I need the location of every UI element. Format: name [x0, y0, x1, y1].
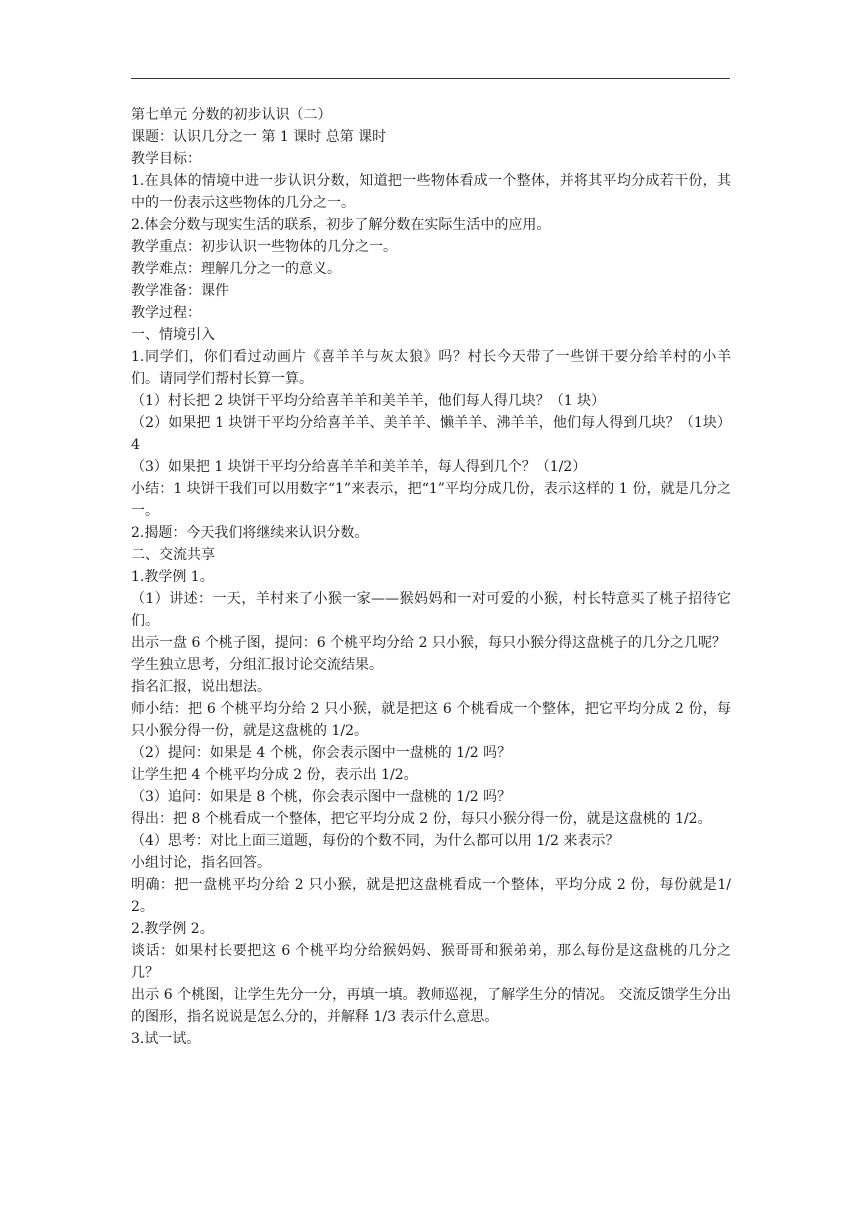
paragraph: （3）如果把 1 块饼干平均分给喜羊羊和美羊羊，每人得到几个？（1/2）	[131, 459, 587, 475]
paragraph: 小组讨论，指名回答。	[131, 855, 271, 871]
preparation: 教学准备：课件	[131, 283, 229, 299]
part-heading-2: 二、交流共享	[131, 547, 215, 563]
objective-2: 2.体会分数与现实生活的联系，初步了解分数在实际生活中的应用。	[131, 217, 551, 233]
paragraph: 2.教学例 2。	[131, 921, 214, 937]
paragraph: 出示一盘 6 个桃子图，提问：6 个桃平均分给 2 只小猴，每只小猴分得这盘桃子的几分之几呢？	[131, 635, 726, 651]
paragraph: 明确：把一盘桃平均分给 2 只小猴，就是把这盘桃看成一个整体，平均分成 2 份，每份就是1/2。	[131, 877, 731, 915]
paragraph: （2）提问：如果是 4 个桃，你会表示图中一盘桃的 1/2 吗？	[131, 745, 512, 761]
paragraph: 3.试一试。	[131, 1031, 201, 1047]
unit-title: 第七单元 分数的初步认识（二）	[131, 107, 332, 123]
paragraph: （4）思考：对比上面三道题，每份的个数不同，为什么都可以用 1/2 来表示？	[131, 833, 620, 849]
objective-1: 1.在具体的情境中进一步认识分数，知道把一些物体看成一个整体，并将其平均分成若干份，其中的一份表示这些物体的几分之一。	[131, 173, 731, 211]
paragraph: 2.揭题：今天我们将继续来认识分数。	[131, 525, 369, 541]
paragraph: 1.同学们，你们看过动画片《喜羊羊与灰太狼》吗？村长今天带了一些饼干要分给羊村的小羊们。请同学们帮村长算一算。	[131, 349, 731, 387]
paragraph: （1）讲述：一天，羊村来了小猴一家——猴妈妈和一对可爱的小猴，村长特意买了桃子招待它们。	[131, 591, 731, 629]
section-heading-objectives: 教学目标：	[131, 151, 201, 167]
paragraph: （3）追问：如果是 8 个桃，你会表示图中一盘桃的 1/2 吗？	[131, 789, 512, 805]
key-point: 教学重点：初步认识一些物体的几分之一。	[131, 239, 397, 255]
paragraph: 谈话：如果村长要把这 6 个桃平均分给猴妈妈、猴哥哥和猴弟弟，那么每份是这盘桃的几分之几？	[131, 943, 731, 981]
difficult-point: 教学难点：理解几分之一的意义。	[131, 261, 341, 277]
section-heading-process: 教学过程：	[131, 305, 201, 321]
paragraph: 让学生把 4 个桃平均分成 2 份，表示出 1/2。	[131, 767, 418, 783]
paragraph: 小结：1 块饼干我们可以用数字“1”来表示，把“1”平均分成几份，表示这样的 1 份，就是几分之一。	[131, 481, 731, 519]
paragraph: 1.教学例 1。	[131, 569, 214, 585]
paragraph: 得出：把 8 个桃看成一个整体，把它平均分成 2 份，每只小猴分得一份，就是这盘桃的 1/2。	[131, 811, 712, 827]
paragraph: （1）村长把 2 块饼干平均分给喜羊羊和美羊羊，他们每人得几块？（1 块）	[131, 393, 606, 409]
paragraph: 指名汇报，说出想法。	[131, 679, 271, 695]
paragraph: 师小结：把 6 个桃平均分给 2 只小猴，就是把这 6 个桃看成一个整体，把它平均分成 2 份，每只小猴分得一份，就是这盘桃的 1/2。	[131, 701, 731, 739]
paragraph: （2）如果把 1 块饼干平均分给喜羊羊、美羊羊、懒羊羊、沸羊羊，他们每人得到几块？（1块） 4	[131, 415, 731, 453]
part-heading-1: 一、情境引入	[131, 327, 215, 343]
lesson-plan-body	[131, 104, 731, 1050]
paragraph: 出示 6 个桃图，让学生先分一分，再填一填。教师巡视，了解学生分的情况。 交流反馈学生分出的图形，指名说说是怎么分的，并解释 1/3 表示什么意思。	[131, 987, 731, 1025]
lesson-topic: 课题：认识几分之一 第 1 课时 总第 课时	[131, 129, 387, 145]
paragraph: 学生独立思考，分组汇报讨论交流结果。	[131, 657, 383, 673]
header-rule	[131, 78, 730, 79]
